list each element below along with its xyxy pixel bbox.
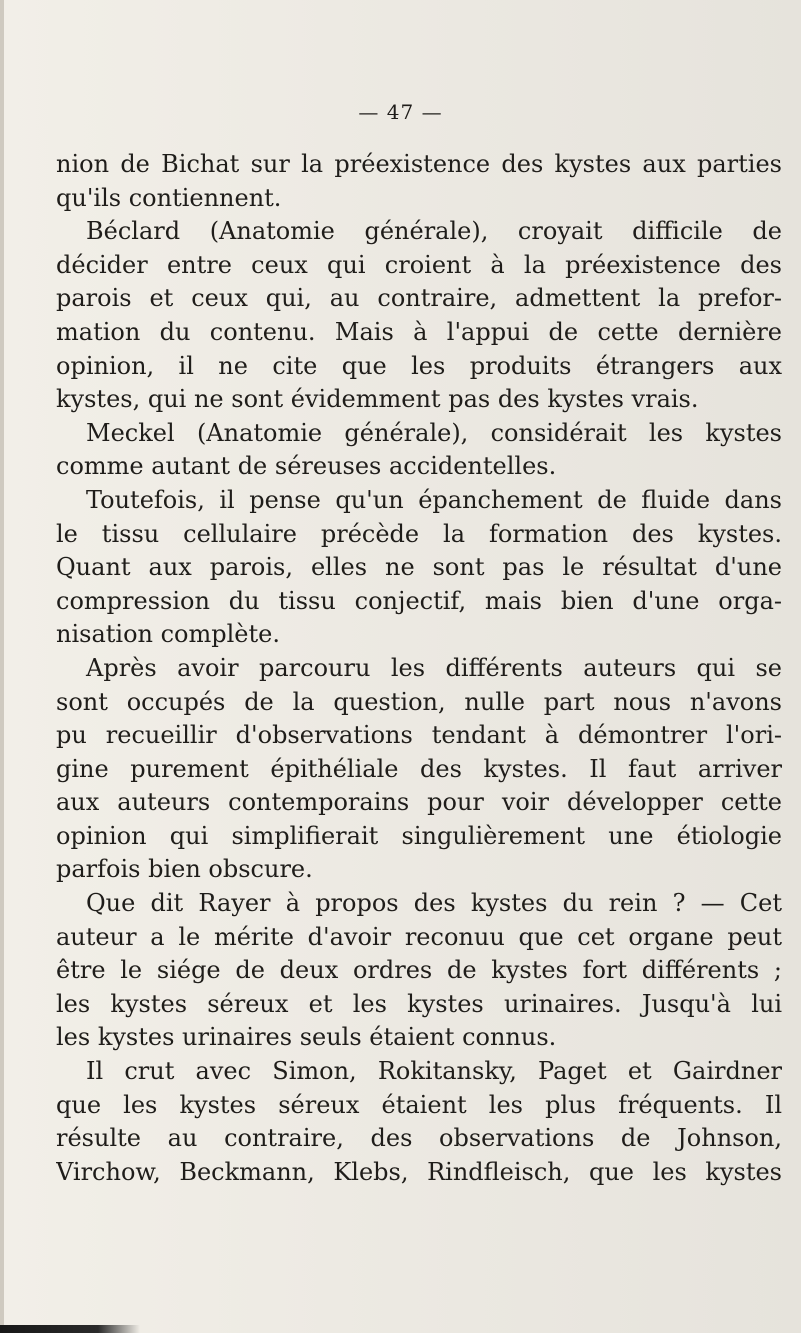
body-text (56, 148, 782, 1189)
text-line: mation du contenu. Mais à l'appui de cette dernière (56, 317, 782, 346)
text-line: parois et ceux qui, au contraire, admettent la prefor- (56, 284, 782, 313)
text-line: sont occupés de la question, nulle part nous n'avons (56, 687, 782, 716)
text-line: nisation complète. (56, 620, 280, 649)
text-line: les kystes urinaires seuls étaient connus. (56, 1023, 557, 1052)
text-line: décider entre ceux qui croient à la préexistence des (56, 250, 782, 279)
page-number: — 47 — (358, 100, 443, 124)
text-line: nion de Bichat sur la préexistence des kystes aux parties (56, 150, 782, 178)
text-line: Toutefois, il pense qu'un épanchement de fluide dans (86, 485, 782, 514)
text-line: Quant aux parois, elles ne sont pas le résultat d'une (56, 553, 782, 582)
text-line: Il crut avec Simon, Rokitansky, Paget et Gairdner (86, 1057, 782, 1086)
text-line: Meckel (Anatomie générale), considérait les kystes (86, 418, 782, 447)
text-line: les kystes séreux et les kystes urinaires. Jusqu'à lui (56, 989, 782, 1018)
text-line: aux auteurs contemporains pour voir développer cette (56, 788, 782, 817)
text-line: opinion, il ne cite que les produits étrangers aux (56, 351, 782, 380)
text-line: Virchow, Beckmann, Klebs, Rindfleisch, que les kystes (56, 1157, 782, 1186)
text-line: pu recueillir d'observations tendant à démontrer l'ori- (56, 721, 782, 750)
text-line: kystes, qui ne sont évidemment pas des kystes vrais. (56, 385, 699, 414)
text-line: qu'ils contiennent. (56, 183, 282, 212)
text-line: résulte au contraire, des observations de Johnson, (56, 1124, 782, 1153)
bottom-edge-shadow (0, 1325, 140, 1333)
text-line: opinion qui simplifierait singulièrement une étiologie (56, 821, 782, 850)
text-line: Que dit Rayer à propos des kystes du rein ? — Cet (86, 889, 782, 918)
text-line: Après avoir parcouru les différents auteurs qui se (86, 653, 782, 682)
text-line: être le siége de deux ordres de kystes fort différents ; (56, 956, 782, 985)
page-left-edge (0, 0, 4, 1333)
text-line: gine purement épithéliale des kystes. Il faut arriver (56, 754, 782, 783)
text-line: comme autant de séreuses accidentelles. (56, 452, 557, 481)
text-line: auteur a le mérite d'avoir reconuu que cet organe peut (56, 922, 782, 951)
text-line: compression du tissu conjectif, mais bien d'une orga- (56, 586, 782, 615)
text-line: parfois bien obscure. (56, 855, 313, 884)
text-line: que les kystes séreux étaient les plus fréquents. Il (56, 1090, 782, 1119)
text-line: le tissu cellulaire précède la formation des kystes. (56, 519, 782, 548)
text-line: Béclard (Anatomie générale), croyait difficile de (86, 217, 782, 246)
